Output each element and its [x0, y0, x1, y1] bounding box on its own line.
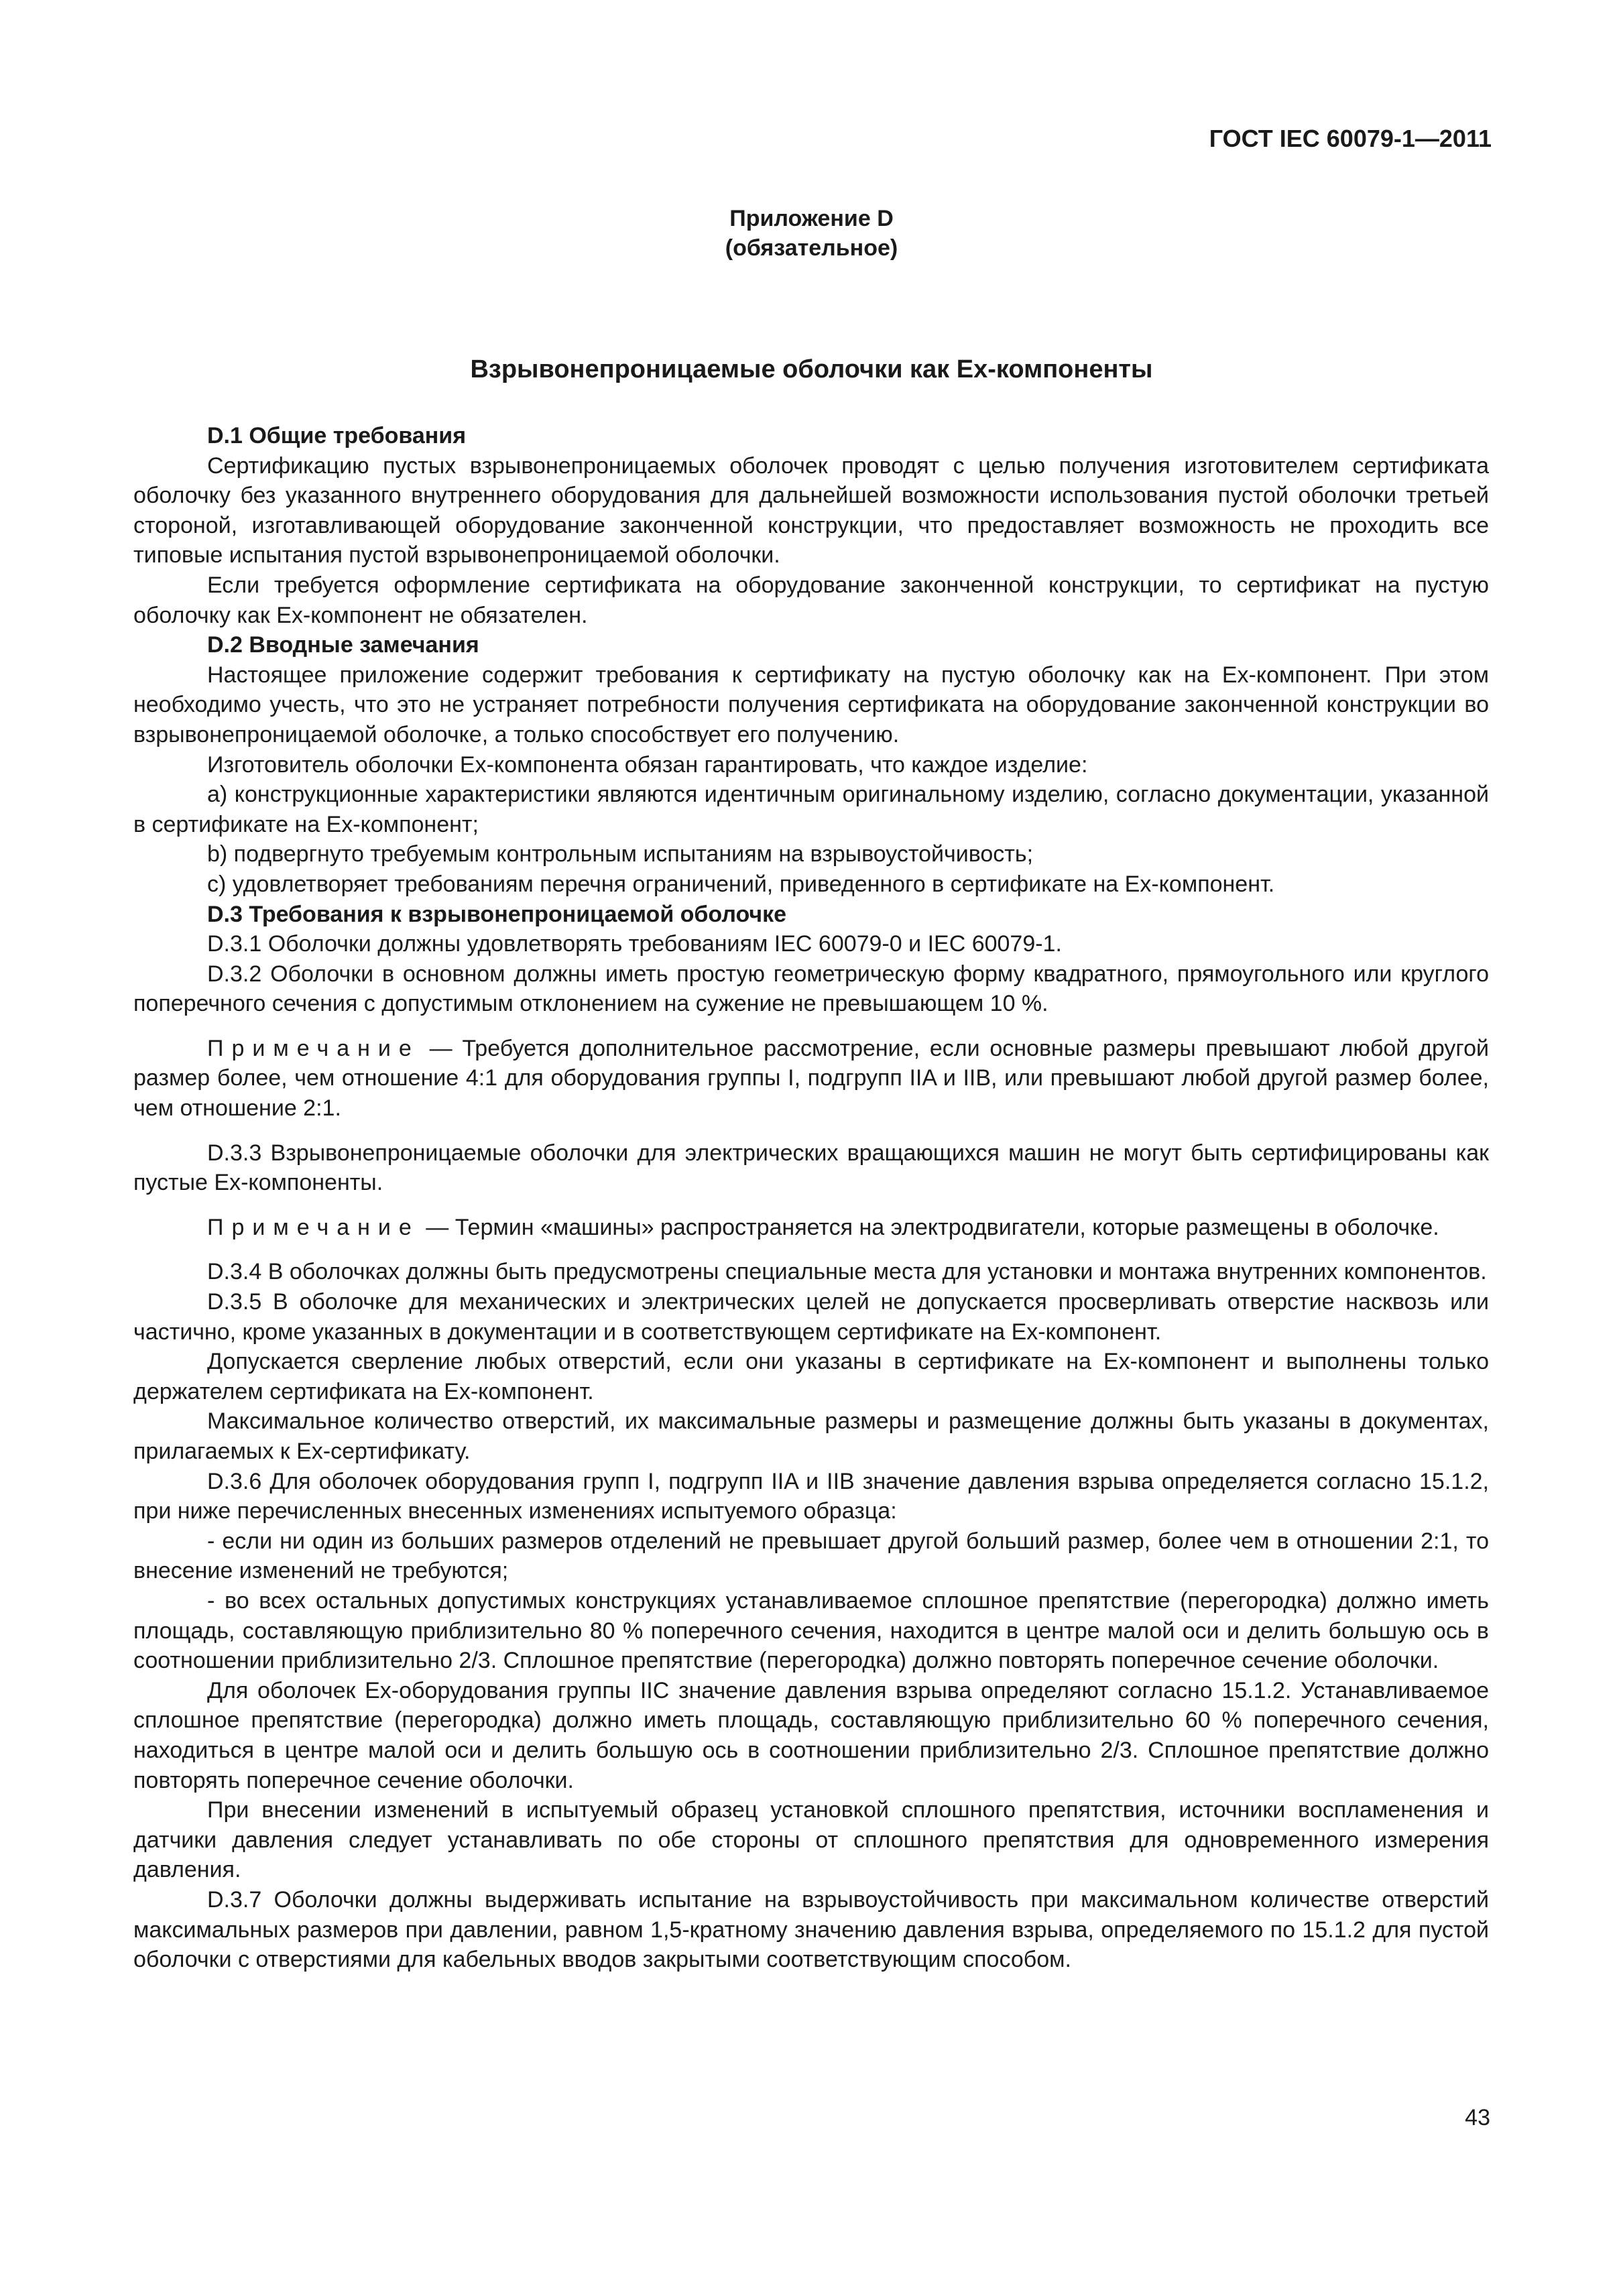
paragraph: Для оболочек Ex-оборудования группы IIC значение давления взрыва определяют согласно 15.1.2. Устанавливаемое сплошное препятствие (перегородка) должно иметь площадь, составляющую приблизительно 60 % поперечного сечения, находиться в центре малой оси и делить большую ось в соотношении приблизительно 2/3. Сплошное препятствие должно повторять поперечное сечение оболочки.	[133, 1677, 1489, 1793]
clause-d3-4: D.3.4 В оболочках должны быть предусмотрены специальные места для установки и монтажа внутренних компонентов.	[207, 1259, 1487, 1285]
paragraph: Максимальное количество отверстий, их максимальные размеры и размещение должны быть указаны в документах, прилагаемых к Ex-сертификату.	[133, 1408, 1489, 1464]
clause-d3-6: D.3.6 Для оболочек оборудования групп I, подгрупп IIA и IIB значение давления взрыва определяется согласно 15.1.2, при ниже перечисленных внесенных изменениях испытуемого образца:	[133, 1468, 1490, 1524]
clause-d3-5: D.3.5 В оболочке для механических и электрических целей не допускается просверливать отверстие насквозь или частично, кроме указанных в документации и в соответствующем сертификате на Ex-компонент.	[133, 1289, 1489, 1345]
paragraph: Если требуется оформление сертификата на оборудование законченной конструкции, то сертификат на пустую оболочку как Ex-компонент не обязателен.	[133, 572, 1489, 628]
section-heading-d3: D.3 Требования к взрывонепроницаемой оболочке	[207, 901, 787, 927]
note-1	[133, 1034, 1489, 1124]
annex-status: (обязательное)	[725, 235, 898, 261]
bullet-item: - если ни один из больших размеров отделений не превышает другой больший размер, более чем в отношении 2:1, то внесение изменений не требуются;	[133, 1528, 1489, 1584]
paragraph: При внесении изменений в испытуемый образец установкой сплошного препятствия, источники воспламенения и датчики давления следует устанавливать по обе стороны от сплошного препятствия для одновременного измерения давления.	[133, 1797, 1489, 1883]
note-text: — Термин «машины» распространяется на электродвигатели, которые размещены в оболочке.	[419, 1214, 1439, 1240]
list-item: b) подвергнуто требуемым контрольным испытаниям на взрывоустойчивость;	[207, 841, 1034, 867]
paragraph: Сертификацию пустых взрывонепроницаемых оболочек проводят с целью получения изготовителем сертификата оболочку без указанного внутреннего оборудования для дальнейшей возможности использования пустой оболочки третьей стороной, изготавливающей оборудование законченной конструкции, что предоставляет возможность не проходить все типовые испытания пустой взрывонепроницаемой оболочки.	[133, 452, 1489, 568]
paragraph: Настоящее приложение содержит требования к сертификату на пустую оболочку как на Ex-компонент. При этом необходимо учесть, что это не устраняет потребности получения сертификата на оборудование законченной конструкции во взрывонепроницаемой оболочке, а только способствует его получению.	[133, 662, 1489, 747]
note-label: Примечание	[207, 1214, 420, 1240]
section-heading-d2: D.2 Вводные замечания	[207, 632, 479, 658]
list-item: c) удовлетворяет требованиям перечня ограничений, приведенного в сертификате на Ex-компонент.	[207, 871, 1275, 897]
document-body	[133, 421, 1489, 1975]
paragraph: Изготовитель оболочки Ex-компонента обязан гарантировать, что каждое изделие:	[207, 751, 1088, 778]
section-heading-d1: D.1 Общие требования	[207, 423, 467, 448]
page-number: 43	[1465, 2105, 1490, 2130]
annex-heading	[0, 204, 1623, 263]
clause-d3-2: D.3.2 Оболочки в основном должны иметь простую геометрическую форму квадратного, прямоугольного или круглого поперечного сечения с допустимым отклонением на сужение не превышающем 10 %.	[133, 961, 1489, 1017]
clause-d3-3: D.3.3 Взрывонепроницаемые оболочки для электрических вращающихся машин не могут быть сертифицированы как пустые Ex-компоненты.	[133, 1140, 1489, 1196]
clause-d3-1: D.3.1 Оболочки должны удовлетворять требованиям IEC 60079-0 и IEC 60079-1.	[207, 931, 1062, 957]
bullet-item: - во всех остальных допустимых конструкциях устанавливаемое сплошное препятствие (перегородка) должно иметь площадь, составляющую приблизительно 80 % поперечного сечения, находится в центре малой оси и делить большую ось в соотношении приблизительно 2/3. Сплошное препятствие (перегородка) должно повторять поперечное сечение оболочки.	[133, 1587, 1489, 1674]
note-text: — Требуется дополнительное рассмотрение, если основные размеры превышают любой другой размер более, чем отношение 4:1 для оборудования группы I, подгрупп IIA и IIB, или превышают любой другой размер более, чем отношение 2:1.	[133, 1035, 1489, 1122]
clause-d3-7: D.3.7 Оболочки должны выдерживать испытание на взрывоустойчивость при максимальном количестве отверстий максимальных размеров при давлении, равном 1,5-кратному значению давления взрыва, определяемого по 15.1.2 для пустой оболочки с отверстиями для кабельных вводов закрытыми соответствующим способом.	[133, 1886, 1489, 1973]
note-label: Примечание	[207, 1035, 420, 1061]
list-item: a) конструкционные характеристики являются идентичным оригинальному изделию, согласно документации, указанной в сертификате на Ex-компонент;	[133, 782, 1489, 837]
standard-code-header: ГОСТ IEC 60079-1—2011	[1209, 125, 1492, 152]
document-title: Взрывонепроницаемые оболочки как Ex-компоненты	[470, 355, 1153, 383]
note-2	[133, 1213, 1489, 1243]
paragraph: Допускается сверление любых отверстий, если они указаны в сертификате на Ex-компонент и выполнены только держателем сертификата на Ex-компонент.	[133, 1349, 1489, 1404]
annex-title: Приложение D	[729, 206, 894, 231]
